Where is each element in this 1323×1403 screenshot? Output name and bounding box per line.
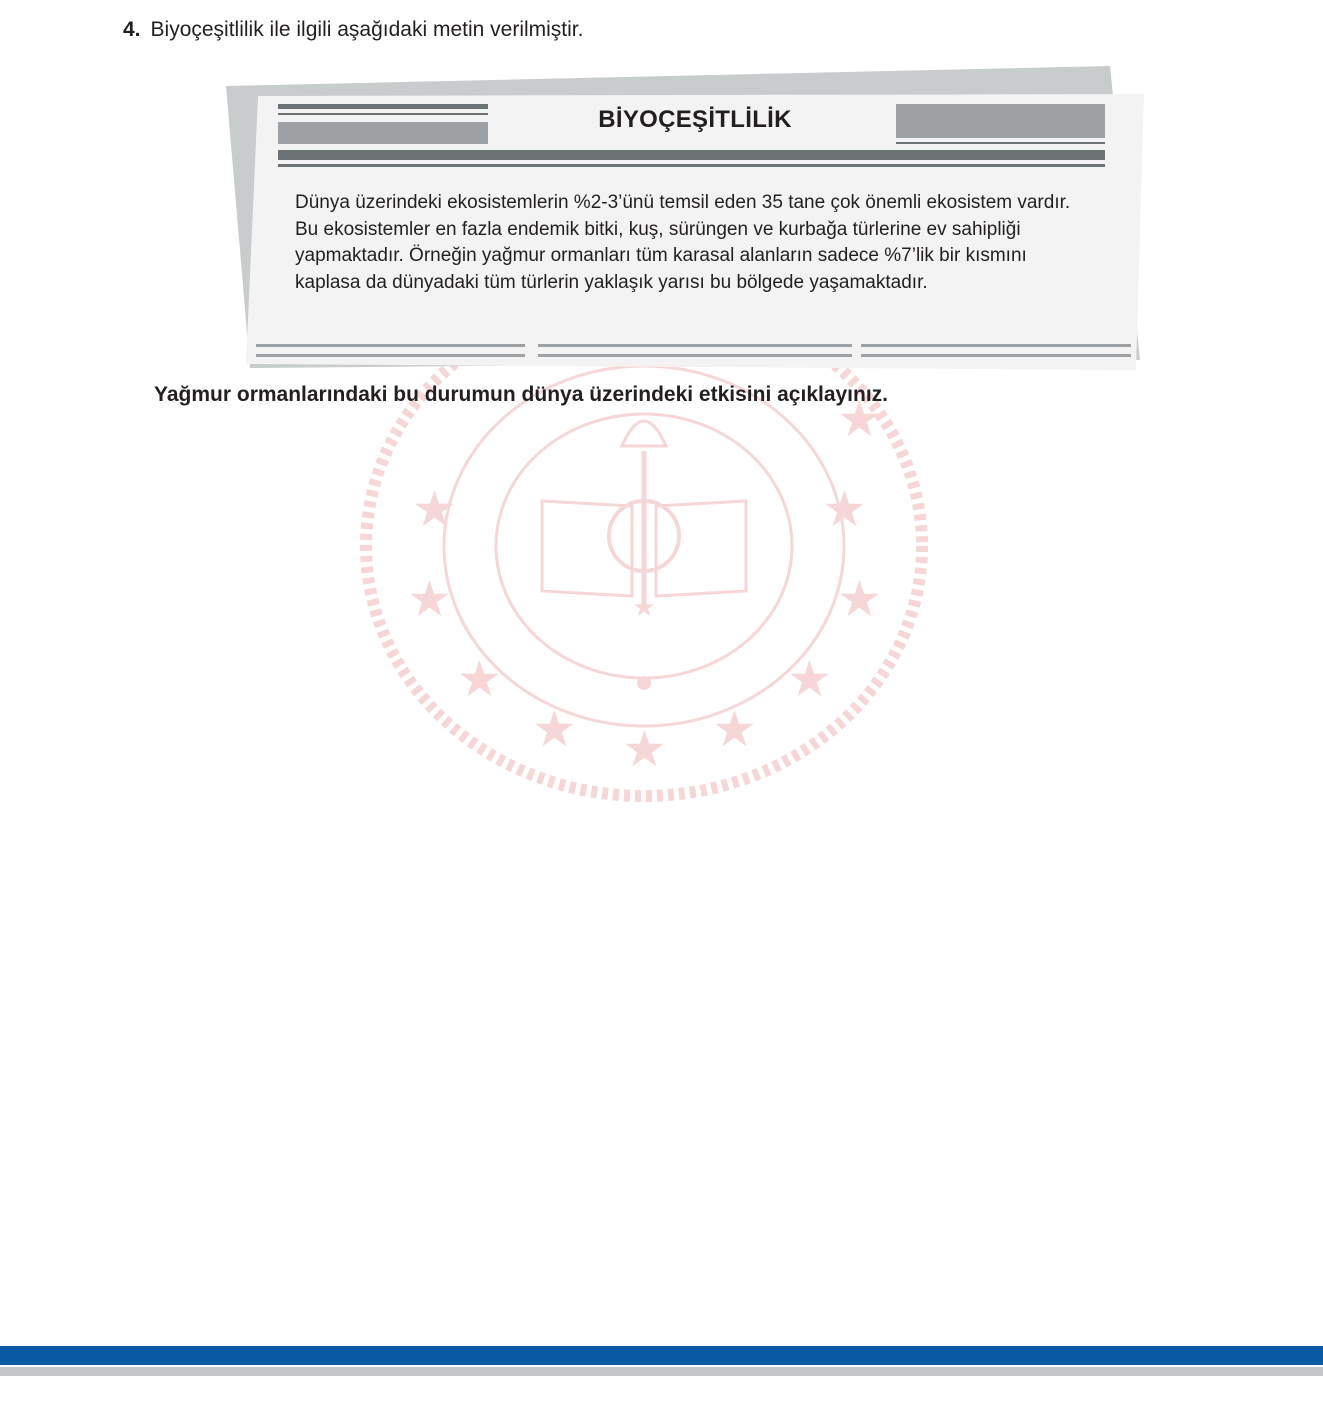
- svg-text:★: ★: [632, 593, 656, 623]
- svg-text:★: ★: [837, 390, 882, 448]
- card-title: BİYOÇEŞİTLİLİK: [598, 106, 792, 133]
- svg-text:★: ★: [532, 700, 577, 758]
- question-number: 4.: [123, 18, 141, 41]
- watermark-seal: [352, 356, 937, 806]
- footer-gray-bar: [0, 1367, 1323, 1376]
- info-card: [220, 60, 1150, 380]
- question-line: [123, 16, 583, 44]
- footer-blue-bar: [0, 1346, 1323, 1365]
- svg-text:★: ★: [407, 570, 452, 628]
- question-text: Biyoçeşitlilik ile ilgili aşağıdaki metin verilmiştir.: [150, 18, 584, 41]
- svg-text:★: ★: [412, 480, 457, 538]
- card-body-text: Dünya üzerindeki ekosistemlerin %2-3’ünü temsil eden 35 tane çok önemli ekosistem vardır. Bu ekosistemler en fazla endemik bitki, kuş, sürüngen ve kurbağa türlerine ev sahipliği yapmaktadır. Örneğin yağmur ormanları tüm karasal alanların sadece %7’lik bir kısmını kaplasa da dünyadaki tüm türlerin yaklaşık yarısı bu bölgede yaşamaktadır.: [295, 192, 1071, 293]
- svg-text:★: ★: [822, 480, 867, 538]
- svg-text:★: ★: [787, 650, 832, 708]
- svg-text:★: ★: [622, 720, 667, 778]
- svg-text:★: ★: [457, 650, 502, 708]
- question-prompt: Yağmur ormanlarındaki bu durumun dünya üzerindeki etkisini açıklayınız.: [154, 383, 889, 406]
- svg-text:★: ★: [837, 570, 882, 628]
- svg-text:★: ★: [712, 700, 757, 758]
